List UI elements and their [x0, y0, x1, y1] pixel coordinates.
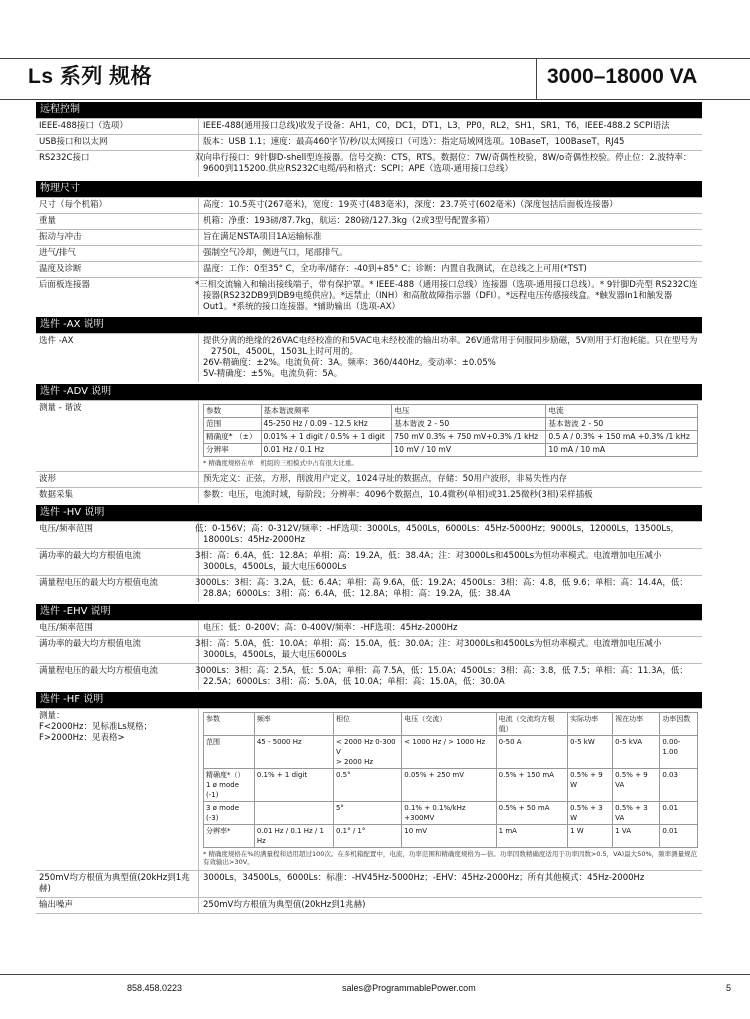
page-number: 5 — [726, 983, 732, 993]
table-cell: 精确度* （±） — [204, 431, 262, 444]
model-range: 3000–18000 VA — [547, 65, 698, 88]
hf-table — [203, 712, 698, 848]
spec-value: 250mV均方根值为典型值(20kHz到1兆赫) — [198, 898, 702, 913]
spec-value: 3000Ls：3相：高：3.2A，低：6.4A；单相：高 9.6A，低：19.2A；4500Ls：3相：高：4.8，低 9.6；单相：高：14.4A，低：28.8A；6000Ls：3相：高：6.4A，低：12.8A；单相：高：19.2A，低：38.4A — [198, 576, 702, 602]
spec-value: *三相交流输入和输出接线端子，带有保护罩。* IEEE-488（通用接口总线）连接器（选项-通用接口总线）。* 9针脚D壳型 RS232C连接器(RS232DB9到DB9电缆供应)。*远禁止（INH）和高散故障指示器（DFI）。*远程电压传感接线盒。*触发器In1和触发器Out1。*系统的接口连接器。*辅助输出（选项-AX） — [198, 278, 702, 315]
table-cell: 0.01% + 1 digit / 0.5% + 1 digit — [261, 431, 392, 444]
spec-key: 电压/频率范围 — [39, 623, 93, 633]
spec-row — [36, 870, 702, 897]
table-cell: 精确度*（） 1 ø mode (-1) — [204, 769, 255, 802]
spec-value: 高度：10.5英寸(267毫米)，宽度：19英寸(483毫米)，深度：23.7英寸(602毫米)（深度包括后面板连接器） — [198, 198, 702, 213]
table-row — [204, 431, 698, 444]
table-cell: 频率 — [254, 713, 333, 736]
table-cell: 1 VA — [613, 825, 660, 848]
table-cell: 相位 — [333, 713, 401, 736]
spec-value: IEEE-488(通用接口总线)收发子设备：AH1，C0，DC1，DT1，L3，PP0，RL2，SH1，SR1，T6，IEEE-488.2 SCPI语法 — [198, 119, 702, 134]
table-cell: 基本谐波频率 — [261, 405, 392, 418]
table-cell: 电流 — [546, 405, 698, 418]
table-cell: 电压 — [392, 405, 546, 418]
hf-key-line: 测量： — [39, 711, 65, 721]
table-cell: 范围 — [204, 736, 255, 769]
spec-key: IEEE-488接口（选项） — [39, 121, 128, 131]
spec-row — [36, 333, 702, 382]
spec-key: 选件 -AX — [39, 336, 74, 346]
spec-row — [36, 134, 702, 150]
spec-row — [36, 471, 702, 487]
spec-key: 电压/频率范围 — [39, 524, 93, 534]
spec-key: 满量程电压的最大均方根值电流 — [39, 578, 159, 588]
spec-row — [36, 197, 702, 213]
spec-key: 波形 — [39, 474, 57, 484]
spec-row — [36, 245, 702, 261]
spec-row — [36, 636, 702, 663]
spec-key: 后面板连接器 — [39, 280, 91, 290]
section-header-ax: 选件 -AX 说明 — [36, 317, 702, 333]
harmonics-table — [203, 404, 698, 457]
spec-value: 电压：低：0-200V；高：0-400V/频率：-HF选项：45Hz-2000Hz — [198, 621, 702, 636]
table-cell: 0.03 — [660, 769, 698, 802]
spec-row — [36, 897, 702, 914]
table-cell: 10 mV / 10 mV — [392, 444, 546, 457]
spec-key: RS232C接口 — [39, 153, 90, 163]
spec-key: 250mV均方根值为典型值(20kHz到1兆赫) — [39, 873, 190, 894]
spec-value — [198, 334, 702, 382]
table-cell: 0.1% + 0.1%/kHz +300MV — [402, 802, 496, 825]
spec-row — [36, 118, 702, 134]
table-cell: 0.01 Hz / 0.1 Hz / 1 Hz — [254, 825, 333, 848]
spec-content — [36, 100, 702, 914]
spec-key: 数据采集 — [39, 490, 74, 500]
table-cell: 10 mA / 10 mA — [546, 444, 698, 457]
spec-row — [36, 487, 702, 503]
table-cell: 分辨率* — [204, 825, 255, 848]
footnote: * 精确度规格在%的满量程和适用超过100次。在多机箱配置中，电流，功率范围和精确度规格为—倍。功率因数精确度适用于功率因数>0.5，VA)最大50%，频率测量规范有效输出>30V。 — [203, 850, 698, 866]
spec-key — [36, 709, 198, 870]
table-cell: 参数 — [204, 713, 255, 736]
table-row — [204, 405, 698, 418]
section-header-adv: 选件 -ADV 说明 — [36, 384, 702, 400]
spec-row — [36, 261, 702, 277]
table-cell: < 1000 Hz / > 1000 Hz — [402, 736, 496, 769]
section-header-remote: 远程控制 — [36, 102, 702, 118]
spec-value: 3相：高：6.4A，低：12.8A；单相：高：19.2A，低：38.4A；注：对3000Ls和4500Ls为恒功率模式。电流增加电压减小3000Ls，4500Ls，最大电压6000Ls — [198, 549, 702, 575]
table-row — [204, 713, 698, 736]
spec-row — [36, 213, 702, 229]
footer-rule — [0, 974, 750, 975]
table-cell: 电流（交流均方根值） — [496, 713, 567, 736]
table-cell: 0-5 kVA — [613, 736, 660, 769]
table-cell: 0.5% + 50 mA — [496, 802, 567, 825]
hf-key-line: F<2000Hz：见标准Ls规格； — [39, 722, 153, 732]
table-cell: 0.01 Hz / 0.1 Hz — [261, 444, 392, 457]
spec-value: 预先定义：正弦，方形，削波用户定义，1024寻址的数据点，存储：50用户波形，非易失性内存 — [198, 472, 702, 487]
table-cell: 功率因数 — [660, 713, 698, 736]
table-row — [204, 736, 698, 769]
table-row — [204, 769, 698, 802]
table-cell: 750 mV 0.3% + 750 mV+0.3% /1 kHz — [392, 431, 546, 444]
spec-value: 双向串行接口：9针脚D-shell型连接器。信号交换：CTS，RTS。数据位：7W/奇偶性校验，8W/o奇偶性校验。停止位：2.波特率：9600到115200.供应RS232C电缆/码和格式：SCPI；APE（选项-通用接口总线） — [198, 151, 702, 177]
spec-value — [198, 401, 702, 471]
footnote: * 精确度规格在单 机组的三相模式中占有很大比重。 — [203, 459, 358, 467]
section-header-hv: 选件 -HV 说明 — [36, 505, 702, 521]
spec-value: 3相：高：5.0A，低：10.0A；单相：高：15.0A，低：30.0A；注：对3000Ls和4500Ls为恒功率模式。电流增加电压减小3000Ls，4500Ls，最大电压6000Ls — [198, 637, 702, 663]
table-cell: 0.5 A / 0.3% + 150 mA +0.3% /1 kHz — [546, 431, 698, 444]
spec-key: 尺寸（每个机箱） — [39, 200, 108, 210]
table-cell: 参数 — [204, 405, 262, 418]
table-cell: 0.01 — [660, 802, 698, 825]
spec-key: 满量程电压的最大均方根值电流 — [39, 666, 159, 676]
table-cell: < 2000 Hz 0-300 V > 2000 Hz — [333, 736, 401, 769]
spec-row — [36, 548, 702, 575]
table-cell: 10 mV — [402, 825, 496, 848]
table-cell: 3 ø mode (-3) — [204, 802, 255, 825]
spec-row — [36, 400, 702, 471]
ax-line: 5V-精确度：±5%。电流负荷：5A。 — [203, 369, 343, 379]
table-cell: 1 mA — [496, 825, 567, 848]
spec-value: 强制空气冷却，侧进气口，尾部排气。 — [198, 246, 702, 261]
spec-row — [36, 521, 702, 548]
table-row — [204, 444, 698, 457]
table-cell: 0.1% + 1 digit — [254, 769, 333, 802]
spec-key: 重量 — [39, 216, 57, 226]
section-header-hf: 选件 -HF 说明 — [36, 692, 702, 708]
table-cell: 0.01 — [660, 825, 698, 848]
spec-value: 版本：USB 1.1；速度：最高460字节/秒/以太网接口（可选）：指定局域网选项。10BaseT，100BaseT，RJ45 — [198, 135, 702, 150]
spec-value: 机箱：净重：193磅/87.7kg，航运：280磅/127.3kg（2或3型号配置多箱） — [198, 214, 702, 229]
spec-value: 3000Ls：3相：高：2.5A，低：5.0A；单相：高 7.5A，低：15.0A；4500Ls：3相：高：3.8，低 7.5；单相：高：11.3A，低：22.5A；6000Ls：3相：高：5.0A，低 10.0A；单相：高：15.0A，低：30.0A — [198, 664, 702, 690]
ax-line: 提供分离的绝缘的26VAC电经校准的和5VAC电未经校准的输出功率。26V通常用于伺服同步励磁，5V则用于灯泡耗能。只在型号为2750L，4500L，1503L上时可用的。 — [203, 336, 698, 357]
spec-value: 参数：电压，电流时域，每阶段；分辨率：4096个数据点，10.4微秒(单相)或31.25微秒(3相)采样插板 — [198, 488, 702, 503]
section-header-ehv: 选件 -EHV 说明 — [36, 604, 702, 620]
spec-value: 旨在满足NSTA项目1A运输标准 — [198, 230, 702, 245]
spec-key: 温度及诊断 — [39, 264, 82, 274]
title-divider — [536, 58, 537, 100]
spec-key: 测量 - 谐波 — [39, 403, 82, 413]
table-cell: 0.5% + 3 VA — [613, 802, 660, 825]
spec-row — [36, 708, 702, 870]
table-cell: 45 - 5000 Hz — [254, 736, 333, 769]
spec-value: 3000Ls，34500Ls，6000Ls：标准：-HV45Hz-5000Hz；-EHV：45Hz-2000Hz；所有其他模式：45Hz-2000Hz — [198, 871, 702, 897]
table-cell — [254, 802, 333, 825]
table-cell: 0-50 A — [496, 736, 567, 769]
spec-value: 温度：工作：0至35° C，全功率/储存：-40到+85° C；诊断：内置自我测试，在总线之上可用(*TST) — [198, 262, 702, 277]
spec-key: 满功率的最大均方根值电流 — [39, 551, 142, 561]
table-cell: 视在功率 — [613, 713, 660, 736]
spec-key: 输出噪声 — [39, 900, 74, 910]
table-cell: 分辨率 — [204, 444, 262, 457]
spec-row — [36, 575, 702, 602]
table-cell: 0.00-1.00 — [660, 736, 698, 769]
spec-row — [36, 663, 702, 690]
table-row — [204, 418, 698, 431]
spec-key: USB接口和以太网 — [39, 137, 108, 147]
table-cell: 实际功率 — [568, 713, 613, 736]
hf-key-line: F>2000Hz：见表格> — [39, 733, 125, 743]
table-cell: 电压（交流） — [402, 713, 496, 736]
table-row — [204, 802, 698, 825]
spec-row — [36, 620, 702, 636]
table-cell: 0.5% + 150 mA — [496, 769, 567, 802]
table-cell: 基本谐波 2 - 50 — [392, 418, 546, 431]
spec-row — [36, 229, 702, 245]
spec-key: 振动与冲击 — [39, 232, 82, 242]
table-cell: 0.5% + 3 W — [568, 802, 613, 825]
table-cell: 0.1° / 1° — [333, 825, 401, 848]
table-cell: 45-250 Hz / 0.09 - 12.5 kHz — [261, 418, 392, 431]
spec-value: 低：0-156V；高：0-312V/频率：-HF选项：3000Ls，4500Ls，6000Ls：45Hz-5000Hz；9000Ls，12000Ls，13500Ls，18000Ls：45Hz-2000Hz — [198, 522, 702, 548]
table-cell: 0.5% + 9 W — [568, 769, 613, 802]
table-cell: 1 W — [568, 825, 613, 848]
table-cell: 0.5° — [333, 769, 401, 802]
table-cell: 0.05% + 250 mV — [402, 769, 496, 802]
footer-email: sales@ProgrammablePower.com — [342, 983, 476, 993]
spec-key: 满功率的最大均方根值电流 — [39, 639, 142, 649]
table-cell: 范围 — [204, 418, 262, 431]
spec-row — [36, 277, 702, 315]
spec-value — [198, 709, 702, 870]
spec-key: 进气/排气 — [39, 248, 76, 258]
section-header-physical: 物理尺寸 — [36, 181, 702, 197]
footer-phone: 858.458.0223 — [127, 983, 183, 993]
ax-line: 26V-精确度：±2%。电流负荷：3A。频率：360/440Hz。变动率：±0.05% — [203, 358, 496, 368]
page-title: Ls 系列 规格 — [28, 65, 153, 88]
table-cell: 5° — [333, 802, 401, 825]
table-cell: 0.5% + 9 VA — [613, 769, 660, 802]
table-cell: 0-5 kW — [568, 736, 613, 769]
spec-row — [36, 150, 702, 177]
table-cell: 基本谐波 2 - 50 — [546, 418, 698, 431]
table-row — [204, 825, 698, 848]
